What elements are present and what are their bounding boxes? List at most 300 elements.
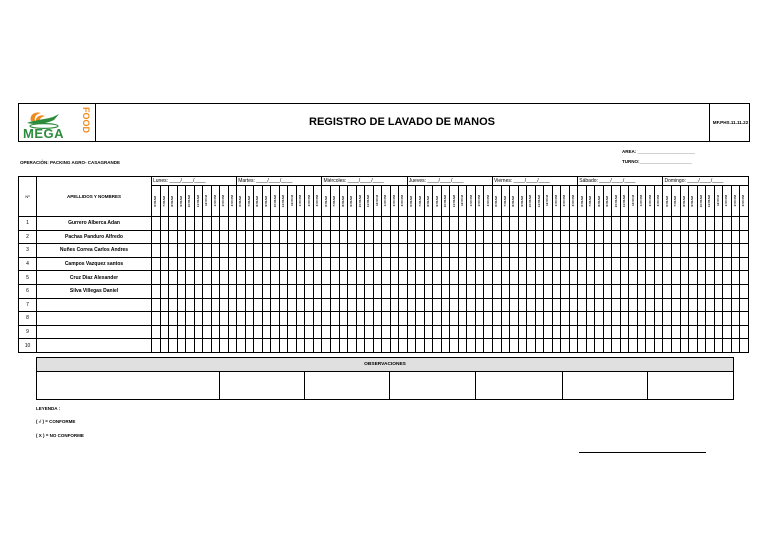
check-cell[interactable] <box>561 257 570 271</box>
check-cell[interactable] <box>518 271 527 285</box>
check-cell[interactable] <box>595 257 604 271</box>
check-cell[interactable] <box>484 312 493 326</box>
check-cell[interactable] <box>399 312 408 326</box>
check-cell[interactable] <box>390 244 399 258</box>
check-cell[interactable] <box>305 244 314 258</box>
check-cell[interactable] <box>382 244 391 258</box>
check-cell[interactable] <box>194 217 203 231</box>
obs-cell[interactable] <box>563 372 648 400</box>
check-cell[interactable] <box>492 257 501 271</box>
check-cell[interactable] <box>637 217 646 231</box>
check-cell[interactable] <box>279 339 288 353</box>
check-cell[interactable] <box>305 312 314 326</box>
check-cell[interactable] <box>458 271 467 285</box>
check-cell[interactable] <box>211 312 220 326</box>
check-cell[interactable] <box>407 230 416 244</box>
check-cell[interactable] <box>527 244 536 258</box>
check-cell[interactable] <box>433 312 442 326</box>
check-cell[interactable] <box>288 284 297 298</box>
check-cell[interactable] <box>441 339 450 353</box>
check-cell[interactable] <box>467 325 476 339</box>
check-cell[interactable] <box>424 284 433 298</box>
check-cell[interactable] <box>160 257 169 271</box>
check-cell[interactable] <box>313 325 322 339</box>
check-cell[interactable] <box>220 325 229 339</box>
check-cell[interactable] <box>535 325 544 339</box>
check-cell[interactable] <box>339 230 348 244</box>
check-cell[interactable] <box>680 271 689 285</box>
check-cell[interactable] <box>484 244 493 258</box>
check-cell[interactable] <box>169 271 178 285</box>
check-cell[interactable] <box>680 284 689 298</box>
check-cell[interactable] <box>552 217 561 231</box>
check-cell[interactable] <box>595 244 604 258</box>
check-cell[interactable] <box>723 298 732 312</box>
check-cell[interactable] <box>680 325 689 339</box>
check-cell[interactable] <box>467 217 476 231</box>
check-cell[interactable] <box>586 312 595 326</box>
check-cell[interactable] <box>731 298 740 312</box>
check-cell[interactable] <box>245 217 254 231</box>
check-cell[interactable] <box>646 244 655 258</box>
check-cell[interactable] <box>535 312 544 326</box>
check-cell[interactable] <box>595 271 604 285</box>
check-cell[interactable] <box>697 325 706 339</box>
check-cell[interactable] <box>169 284 178 298</box>
check-cell[interactable] <box>203 230 212 244</box>
check-cell[interactable] <box>697 284 706 298</box>
check-cell[interactable] <box>586 284 595 298</box>
check-cell[interactable] <box>424 244 433 258</box>
check-cell[interactable] <box>535 244 544 258</box>
check-cell[interactable] <box>211 298 220 312</box>
check-cell[interactable] <box>663 244 672 258</box>
check-cell[interactable] <box>672 230 681 244</box>
check-cell[interactable] <box>262 217 271 231</box>
check-cell[interactable] <box>441 244 450 258</box>
check-cell[interactable] <box>527 257 536 271</box>
check-cell[interactable] <box>254 230 263 244</box>
check-cell[interactable] <box>723 271 732 285</box>
check-cell[interactable] <box>433 257 442 271</box>
check-cell[interactable] <box>407 271 416 285</box>
check-cell[interactable] <box>552 325 561 339</box>
check-cell[interactable] <box>245 312 254 326</box>
check-cell[interactable] <box>723 244 732 258</box>
check-cell[interactable] <box>399 298 408 312</box>
check-cell[interactable] <box>203 271 212 285</box>
check-cell[interactable] <box>467 230 476 244</box>
check-cell[interactable] <box>416 271 425 285</box>
check-cell[interactable] <box>740 230 749 244</box>
check-cell[interactable] <box>322 284 331 298</box>
check-cell[interactable] <box>254 244 263 258</box>
check-cell[interactable] <box>706 312 715 326</box>
check-cell[interactable] <box>475 217 484 231</box>
check-cell[interactable] <box>433 339 442 353</box>
check-cell[interactable] <box>731 312 740 326</box>
check-cell[interactable] <box>544 298 553 312</box>
check-cell[interactable] <box>586 257 595 271</box>
check-cell[interactable] <box>723 312 732 326</box>
check-cell[interactable] <box>723 257 732 271</box>
check-cell[interactable] <box>578 339 587 353</box>
check-cell[interactable] <box>288 271 297 285</box>
check-cell[interactable] <box>484 325 493 339</box>
check-cell[interactable] <box>279 244 288 258</box>
check-cell[interactable] <box>322 271 331 285</box>
check-cell[interactable] <box>620 312 629 326</box>
check-cell[interactable] <box>296 312 305 326</box>
check-cell[interactable] <box>535 257 544 271</box>
check-cell[interactable] <box>723 217 732 231</box>
check-cell[interactable] <box>527 271 536 285</box>
check-cell[interactable] <box>672 284 681 298</box>
check-cell[interactable] <box>237 230 246 244</box>
check-cell[interactable] <box>271 271 280 285</box>
check-cell[interactable] <box>740 217 749 231</box>
check-cell[interactable] <box>595 230 604 244</box>
check-cell[interactable] <box>433 271 442 285</box>
check-cell[interactable] <box>390 339 399 353</box>
check-cell[interactable] <box>731 339 740 353</box>
check-cell[interactable] <box>629 217 638 231</box>
check-cell[interactable] <box>305 257 314 271</box>
check-cell[interactable] <box>194 325 203 339</box>
check-cell[interactable] <box>245 230 254 244</box>
check-cell[interactable] <box>697 298 706 312</box>
check-cell[interactable] <box>186 312 195 326</box>
check-cell[interactable] <box>271 217 280 231</box>
check-cell[interactable] <box>330 244 339 258</box>
check-cell[interactable] <box>407 217 416 231</box>
check-cell[interactable] <box>245 339 254 353</box>
check-cell[interactable] <box>160 298 169 312</box>
check-cell[interactable] <box>399 217 408 231</box>
check-cell[interactable] <box>706 271 715 285</box>
check-cell[interactable] <box>399 339 408 353</box>
check-cell[interactable] <box>740 271 749 285</box>
check-cell[interactable] <box>714 257 723 271</box>
check-cell[interactable] <box>680 257 689 271</box>
check-cell[interactable] <box>399 284 408 298</box>
check-cell[interactable] <box>356 244 365 258</box>
check-cell[interactable] <box>620 284 629 298</box>
check-cell[interactable] <box>740 312 749 326</box>
check-cell[interactable] <box>654 244 663 258</box>
check-cell[interactable] <box>203 284 212 298</box>
check-cell[interactable] <box>475 257 484 271</box>
check-cell[interactable] <box>501 312 510 326</box>
check-cell[interactable] <box>407 244 416 258</box>
check-cell[interactable] <box>518 325 527 339</box>
check-cell[interactable] <box>169 244 178 258</box>
check-cell[interactable] <box>612 312 621 326</box>
check-cell[interactable] <box>646 325 655 339</box>
check-cell[interactable] <box>279 217 288 231</box>
check-cell[interactable] <box>689 298 698 312</box>
check-cell[interactable] <box>441 325 450 339</box>
obs-cell[interactable] <box>220 372 305 400</box>
check-cell[interactable] <box>220 312 229 326</box>
check-cell[interactable] <box>672 312 681 326</box>
check-cell[interactable] <box>305 339 314 353</box>
check-cell[interactable] <box>620 244 629 258</box>
check-cell[interactable] <box>186 298 195 312</box>
check-cell[interactable] <box>373 312 382 326</box>
check-cell[interactable] <box>169 312 178 326</box>
check-cell[interactable] <box>365 244 374 258</box>
check-cell[interactable] <box>262 271 271 285</box>
check-cell[interactable] <box>152 217 161 231</box>
check-cell[interactable] <box>228 230 237 244</box>
check-cell[interactable] <box>305 230 314 244</box>
check-cell[interactable] <box>629 312 638 326</box>
check-cell[interactable] <box>228 339 237 353</box>
check-cell[interactable] <box>689 312 698 326</box>
check-cell[interactable] <box>245 244 254 258</box>
check-cell[interactable] <box>424 230 433 244</box>
check-cell[interactable] <box>160 271 169 285</box>
check-cell[interactable] <box>203 312 212 326</box>
check-cell[interactable] <box>339 244 348 258</box>
check-cell[interactable] <box>654 284 663 298</box>
check-cell[interactable] <box>322 257 331 271</box>
check-cell[interactable] <box>603 339 612 353</box>
check-cell[interactable] <box>177 244 186 258</box>
check-cell[interactable] <box>271 230 280 244</box>
check-cell[interactable] <box>254 339 263 353</box>
check-cell[interactable] <box>441 230 450 244</box>
check-cell[interactable] <box>322 230 331 244</box>
check-cell[interactable] <box>492 312 501 326</box>
check-cell[interactable] <box>279 312 288 326</box>
check-cell[interactable] <box>450 325 459 339</box>
check-cell[interactable] <box>569 284 578 298</box>
check-cell[interactable] <box>450 244 459 258</box>
check-cell[interactable] <box>390 325 399 339</box>
check-cell[interactable] <box>458 298 467 312</box>
check-cell[interactable] <box>518 298 527 312</box>
check-cell[interactable] <box>544 230 553 244</box>
check-cell[interactable] <box>194 312 203 326</box>
check-cell[interactable] <box>254 312 263 326</box>
obs-cell[interactable] <box>37 372 220 400</box>
check-cell[interactable] <box>390 271 399 285</box>
check-cell[interactable] <box>313 339 322 353</box>
check-cell[interactable] <box>254 257 263 271</box>
check-cell[interactable] <box>211 230 220 244</box>
check-cell[interactable] <box>305 271 314 285</box>
check-cell[interactable] <box>441 271 450 285</box>
check-cell[interactable] <box>169 257 178 271</box>
check-cell[interactable] <box>203 257 212 271</box>
check-cell[interactable] <box>697 339 706 353</box>
check-cell[interactable] <box>382 284 391 298</box>
obs-cell[interactable] <box>476 372 563 400</box>
check-cell[interactable] <box>492 284 501 298</box>
check-cell[interactable] <box>382 325 391 339</box>
check-cell[interactable] <box>518 257 527 271</box>
check-cell[interactable] <box>646 271 655 285</box>
check-cell[interactable] <box>356 271 365 285</box>
check-cell[interactable] <box>373 339 382 353</box>
check-cell[interactable] <box>356 339 365 353</box>
check-cell[interactable] <box>279 271 288 285</box>
check-cell[interactable] <box>723 325 732 339</box>
check-cell[interactable] <box>203 298 212 312</box>
check-cell[interactable] <box>723 230 732 244</box>
check-cell[interactable] <box>373 257 382 271</box>
check-cell[interactable] <box>220 244 229 258</box>
check-cell[interactable] <box>313 244 322 258</box>
check-cell[interactable] <box>620 339 629 353</box>
check-cell[interactable] <box>339 325 348 339</box>
check-cell[interactable] <box>637 312 646 326</box>
check-cell[interactable] <box>586 271 595 285</box>
check-cell[interactable] <box>578 312 587 326</box>
check-cell[interactable] <box>501 230 510 244</box>
check-cell[interactable] <box>424 312 433 326</box>
check-cell[interactable] <box>424 298 433 312</box>
check-cell[interactable] <box>501 339 510 353</box>
check-cell[interactable] <box>390 230 399 244</box>
check-cell[interactable] <box>228 271 237 285</box>
check-cell[interactable] <box>561 244 570 258</box>
check-cell[interactable] <box>646 230 655 244</box>
check-cell[interactable] <box>706 325 715 339</box>
check-cell[interactable] <box>152 257 161 271</box>
check-cell[interactable] <box>390 284 399 298</box>
check-cell[interactable] <box>220 298 229 312</box>
check-cell[interactable] <box>663 284 672 298</box>
check-cell[interactable] <box>450 217 459 231</box>
check-cell[interactable] <box>672 298 681 312</box>
check-cell[interactable] <box>160 217 169 231</box>
check-cell[interactable] <box>612 284 621 298</box>
check-cell[interactable] <box>706 244 715 258</box>
check-cell[interactable] <box>620 230 629 244</box>
check-cell[interactable] <box>271 284 280 298</box>
check-cell[interactable] <box>654 325 663 339</box>
check-cell[interactable] <box>637 298 646 312</box>
check-cell[interactable] <box>186 230 195 244</box>
check-cell[interactable] <box>697 244 706 258</box>
check-cell[interactable] <box>535 339 544 353</box>
check-cell[interactable] <box>305 284 314 298</box>
check-cell[interactable] <box>220 284 229 298</box>
check-cell[interactable] <box>390 312 399 326</box>
check-cell[interactable] <box>382 339 391 353</box>
check-cell[interactable] <box>194 244 203 258</box>
check-cell[interactable] <box>245 298 254 312</box>
check-cell[interactable] <box>646 257 655 271</box>
check-cell[interactable] <box>620 271 629 285</box>
check-cell[interactable] <box>169 339 178 353</box>
check-cell[interactable] <box>578 217 587 231</box>
check-cell[interactable] <box>424 339 433 353</box>
check-cell[interactable] <box>339 217 348 231</box>
check-cell[interactable] <box>475 312 484 326</box>
check-cell[interactable] <box>603 230 612 244</box>
check-cell[interactable] <box>450 271 459 285</box>
check-cell[interactable] <box>254 298 263 312</box>
check-cell[interactable] <box>177 257 186 271</box>
check-cell[interactable] <box>416 312 425 326</box>
check-cell[interactable] <box>228 244 237 258</box>
check-cell[interactable] <box>450 230 459 244</box>
check-cell[interactable] <box>348 271 357 285</box>
check-cell[interactable] <box>373 271 382 285</box>
check-cell[interactable] <box>612 339 621 353</box>
check-cell[interactable] <box>296 217 305 231</box>
check-cell[interactable] <box>262 230 271 244</box>
check-cell[interactable] <box>680 312 689 326</box>
check-cell[interactable] <box>663 217 672 231</box>
check-cell[interactable] <box>186 217 195 231</box>
check-cell[interactable] <box>262 339 271 353</box>
check-cell[interactable] <box>603 217 612 231</box>
check-cell[interactable] <box>595 284 604 298</box>
check-cell[interactable] <box>424 325 433 339</box>
check-cell[interactable] <box>356 217 365 231</box>
check-cell[interactable] <box>160 284 169 298</box>
check-cell[interactable] <box>689 325 698 339</box>
check-cell[interactable] <box>382 257 391 271</box>
check-cell[interactable] <box>654 339 663 353</box>
check-cell[interactable] <box>689 244 698 258</box>
check-cell[interactable] <box>672 244 681 258</box>
check-cell[interactable] <box>450 339 459 353</box>
check-cell[interactable] <box>177 339 186 353</box>
check-cell[interactable] <box>706 230 715 244</box>
check-cell[interactable] <box>663 230 672 244</box>
check-cell[interactable] <box>296 339 305 353</box>
check-cell[interactable] <box>169 298 178 312</box>
check-cell[interactable] <box>561 271 570 285</box>
check-cell[interactable] <box>714 230 723 244</box>
check-cell[interactable] <box>492 271 501 285</box>
check-cell[interactable] <box>203 339 212 353</box>
check-cell[interactable] <box>612 298 621 312</box>
check-cell[interactable] <box>279 325 288 339</box>
check-cell[interactable] <box>740 339 749 353</box>
check-cell[interactable] <box>740 298 749 312</box>
check-cell[interactable] <box>654 257 663 271</box>
check-cell[interactable] <box>160 244 169 258</box>
check-cell[interactable] <box>612 230 621 244</box>
check-cell[interactable] <box>663 271 672 285</box>
check-cell[interactable] <box>322 325 331 339</box>
check-cell[interactable] <box>228 217 237 231</box>
check-cell[interactable] <box>544 217 553 231</box>
check-cell[interactable] <box>569 257 578 271</box>
check-cell[interactable] <box>313 312 322 326</box>
check-cell[interactable] <box>382 298 391 312</box>
check-cell[interactable] <box>552 312 561 326</box>
check-cell[interactable] <box>407 339 416 353</box>
check-cell[interactable] <box>458 257 467 271</box>
check-cell[interactable] <box>510 217 519 231</box>
check-cell[interactable] <box>492 217 501 231</box>
check-cell[interactable] <box>467 298 476 312</box>
check-cell[interactable] <box>450 257 459 271</box>
check-cell[interactable] <box>595 298 604 312</box>
check-cell[interactable] <box>595 312 604 326</box>
check-cell[interactable] <box>305 217 314 231</box>
check-cell[interactable] <box>544 244 553 258</box>
check-cell[interactable] <box>339 271 348 285</box>
